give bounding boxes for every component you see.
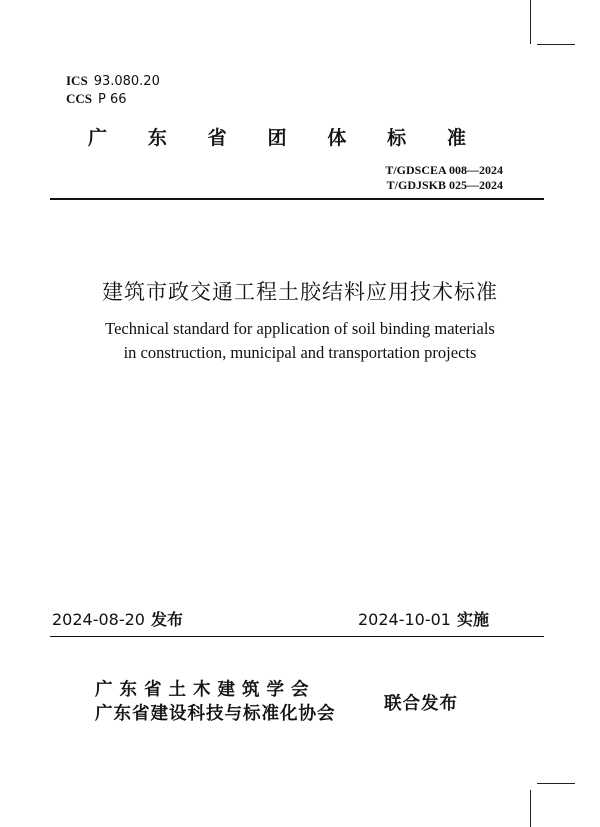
ccs-label: CCS [66,91,93,106]
document-title-chinese: 建筑市政交通工程土胶结料应用技术标准 [102,280,498,304]
standard-category-title [88,123,468,150]
footer-divider [50,636,544,637]
standard-numbers [385,163,503,193]
ics-label: ICS [66,73,88,88]
ics-code [66,72,160,90]
classification-codes [66,72,160,108]
title-en-line-1: Technical standard for application of soil binding materials [105,319,495,338]
title-char: 团 [267,127,289,149]
title-en-line-2: in construction, municipal and transportation projects [123,343,477,362]
ics-value: 93.080.20 [93,74,160,89]
header-divider [50,198,544,200]
issue-date-value: 2024-08-20 [52,610,145,629]
title-char: 广 [88,127,110,149]
implementation-date-label: 实施 [456,610,489,629]
title-char: 标 [387,127,409,149]
title-char: 体 [327,127,349,149]
ccs-code [66,90,160,108]
publisher-1: 广东省土木建筑学会 [95,680,316,700]
publisher-2: 广东省建设科技与标准化协会 [95,704,336,724]
title-char: 准 [446,127,468,149]
implementation-date [358,607,489,630]
issue-date [52,607,183,630]
title-char: 省 [207,127,229,149]
crop-mark-bottom-horizontal [537,783,575,784]
standard-number-1: T/GDSCEA 008—2024 [385,163,503,177]
issue-date-label: 发布 [150,610,183,629]
document-title-english [0,317,600,365]
joint-publication-label: 联合发布 [384,694,458,714]
ccs-value: P 66 [98,92,127,107]
standard-number-2: T/GDJSKB 025—2024 [386,178,503,192]
crop-mark-top-vertical [530,0,531,44]
crop-mark-bottom-vertical [530,790,531,827]
implementation-date-value: 2024-10-01 [358,610,451,629]
title-char: 东 [147,127,169,149]
crop-mark-top-horizontal [537,44,575,45]
